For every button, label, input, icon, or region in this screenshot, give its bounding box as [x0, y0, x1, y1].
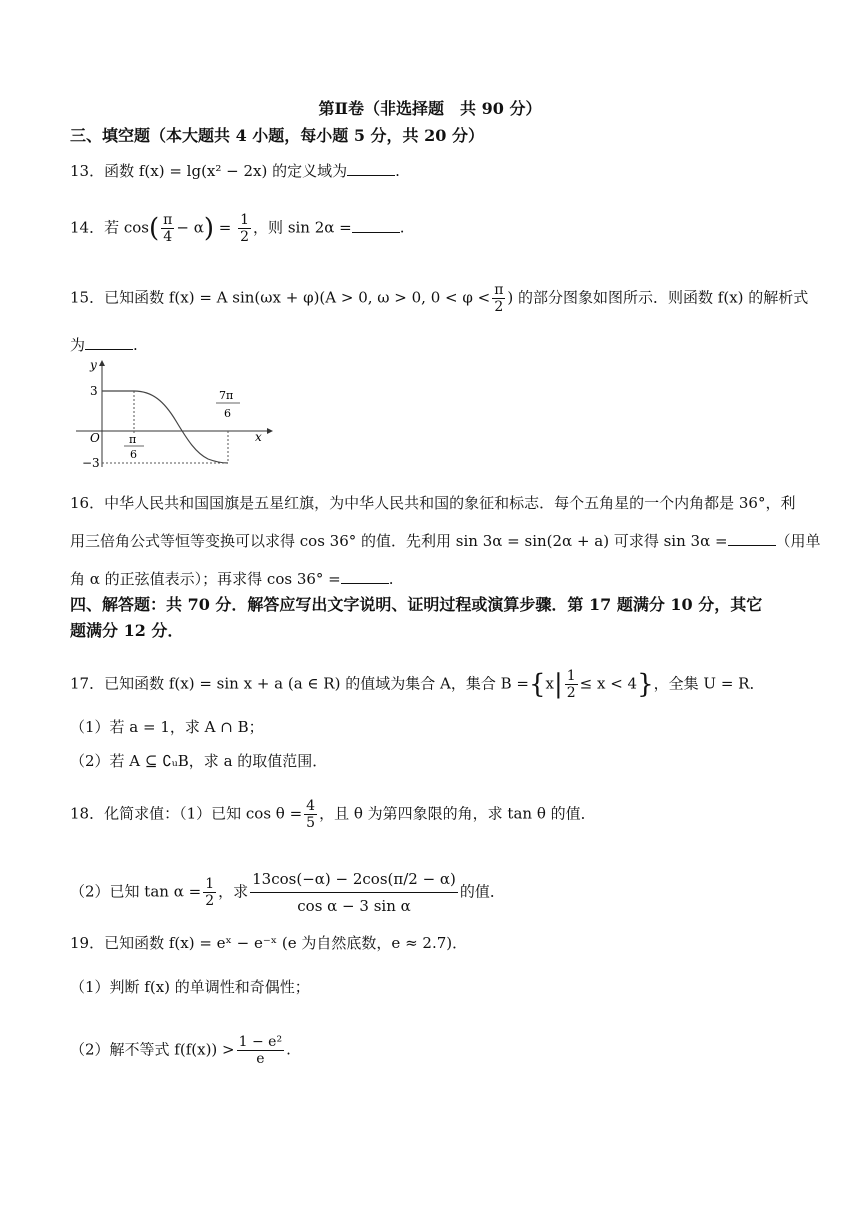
q14-frac-pi4: $\frac{\pi}{4}$	[163, 212, 173, 245]
y-min-label: −3	[82, 456, 100, 470]
section-header-fill: 三、填空题（本大题共 4 小题，每小题 5 分，共 20 分）	[70, 126, 484, 145]
q14-pre: 14．若 cos	[70, 218, 149, 237]
q18-denominator: cos α − 3 sin α	[297, 897, 411, 915]
q16-line2a: 用三倍角公式等恒等变换可以求得 cos 36° 的值．先利用 sin 3α = sin(2α + a) 可求得 sin 3α =	[70, 532, 728, 550]
q17-set-rest: ≤ x < 4	[579, 674, 638, 693]
q18-numerator: 13cos(−α) − 2cos(π/2 − α)	[250, 866, 458, 893]
q19-p2a: （2）解不等式 f(f(x)) >	[70, 1040, 235, 1059]
q18-frac-half: $\frac{1}{2}$	[205, 876, 215, 909]
section-header-solve-2: 题满分 12 分．	[70, 621, 184, 640]
q17-frac: $\frac{1}{2}$	[566, 668, 576, 701]
q18-line1a: 18．化简求值：（1）已知 cos θ =	[70, 804, 303, 823]
q16-end: .	[388, 570, 394, 588]
origin-label: O	[90, 431, 100, 445]
q18-frac-45: $\frac{4}{5}$	[306, 798, 316, 831]
q16-answer-blank-1	[728, 531, 776, 546]
q18-p2c: 的值．	[459, 882, 505, 901]
q17-stem-b: ，全集 U = R．	[653, 674, 765, 693]
q15-end: .	[133, 336, 138, 354]
q18-line1b: ，且 θ 为第四象限的角，求 tan θ 的值．	[319, 804, 596, 823]
question-16-line1: 16．中华人民共和国国旗是五星红旗，为中华人民共和国的象征和标志．每个五角星的一个内角都是 36°，利	[70, 494, 796, 512]
q16-answer-blank-2	[341, 569, 389, 584]
q13-answer-blank	[347, 161, 395, 176]
q18-big-frac	[250, 866, 458, 919]
sine-curve	[102, 391, 228, 463]
section-header-solve-1: 四、解答题：共 70 分．解答应写出文字说明、证明过程或演算步骤．第 17 题满分 10 分，其它	[70, 595, 763, 614]
part-title: 第Ⅱ卷（非选择题 共 90 分）	[318, 99, 542, 118]
q16-line3a: 角 α 的正弦值表示）；再求得 cos 36° =	[70, 570, 341, 588]
question-19-part1: （1）判断 f(x) 的单调性和奇偶性；	[70, 978, 310, 996]
x2-den: 6	[224, 407, 231, 420]
y-axis-label: y	[90, 358, 97, 372]
y-max-label: 3	[90, 384, 98, 398]
q15-line1b: ) 的部分图象如图所示．则函数 f(x) 的解析式	[507, 288, 809, 307]
q15-line1: 15．已知函数 f(x) = A sin(ωx + φ)(A > 0, ω > 0, 0 < φ <	[70, 288, 491, 307]
q19-end: .	[286, 1040, 291, 1059]
q13-end: .	[395, 162, 400, 180]
q18-p2b: ，求	[218, 882, 249, 901]
q14-frac-half: $\frac{1}{2}$	[240, 212, 250, 245]
question-16-line3	[70, 568, 394, 590]
q14-alpha: − α	[176, 218, 204, 237]
question-19: 19．已知函数 f(x) = eˣ − e⁻ˣ (e 为自然底数，e ≈ 2.7)．	[70, 934, 468, 952]
question-19-part2	[70, 1034, 291, 1067]
x1-num: π	[129, 433, 137, 446]
question-17-part2: （2）若 A ⊆ ∁ᵤB，求 a 的取值范围．	[70, 752, 328, 770]
q18-p2a: （2）已知 tan α =	[70, 882, 202, 901]
q17-stem-a: 17．已知函数 f(x) = sin x + a (a ∈ R) 的值域为集合 A，集合 B =	[70, 674, 529, 693]
question-16-line2	[70, 530, 821, 552]
question-17: 17．已知函数 f(x) = sin x + a (a ∈ R) 的值域为集合 A，集合 B ={x| $\frac{1}{2}$ ≤ x < 4}，全集 U = R．	[70, 668, 765, 701]
q14-answer-blank	[352, 218, 400, 233]
question-15-line2	[70, 334, 138, 356]
q19-frac: $\frac{\text{1 − e²}}{e}$	[238, 1034, 283, 1067]
question-15	[70, 282, 808, 315]
q15-line2: 为	[70, 336, 86, 354]
question-14: 14．若 cos( $\frac{\pi}{4}$ − α) = $\frac{1}{2}$ ，则 sin 2α = .	[70, 212, 405, 245]
q14-end: .	[399, 218, 405, 237]
question-18-part2	[70, 866, 505, 919]
q13-text: 13．函数 f(x) = lg(x² − 2x) 的定义域为	[70, 162, 348, 180]
sine-graph	[72, 355, 282, 470]
q16-line2b: （用单	[775, 532, 821, 550]
q15-frac: $\frac{\pi}{2}$	[494, 282, 504, 315]
x2-num: 7π	[219, 389, 234, 402]
x1-den: 6	[130, 448, 137, 461]
question-18	[70, 798, 596, 831]
q14-post: ，则 sin 2α =	[253, 218, 352, 237]
x-axis-label: x	[255, 430, 262, 444]
q17-set-x: x	[545, 674, 554, 693]
q14-eq: =	[218, 218, 232, 237]
q15-answer-blank	[85, 335, 133, 350]
question-17-part1: （1）若 a = 1，求 A ∩ B；	[70, 718, 264, 736]
question-13	[70, 160, 400, 182]
